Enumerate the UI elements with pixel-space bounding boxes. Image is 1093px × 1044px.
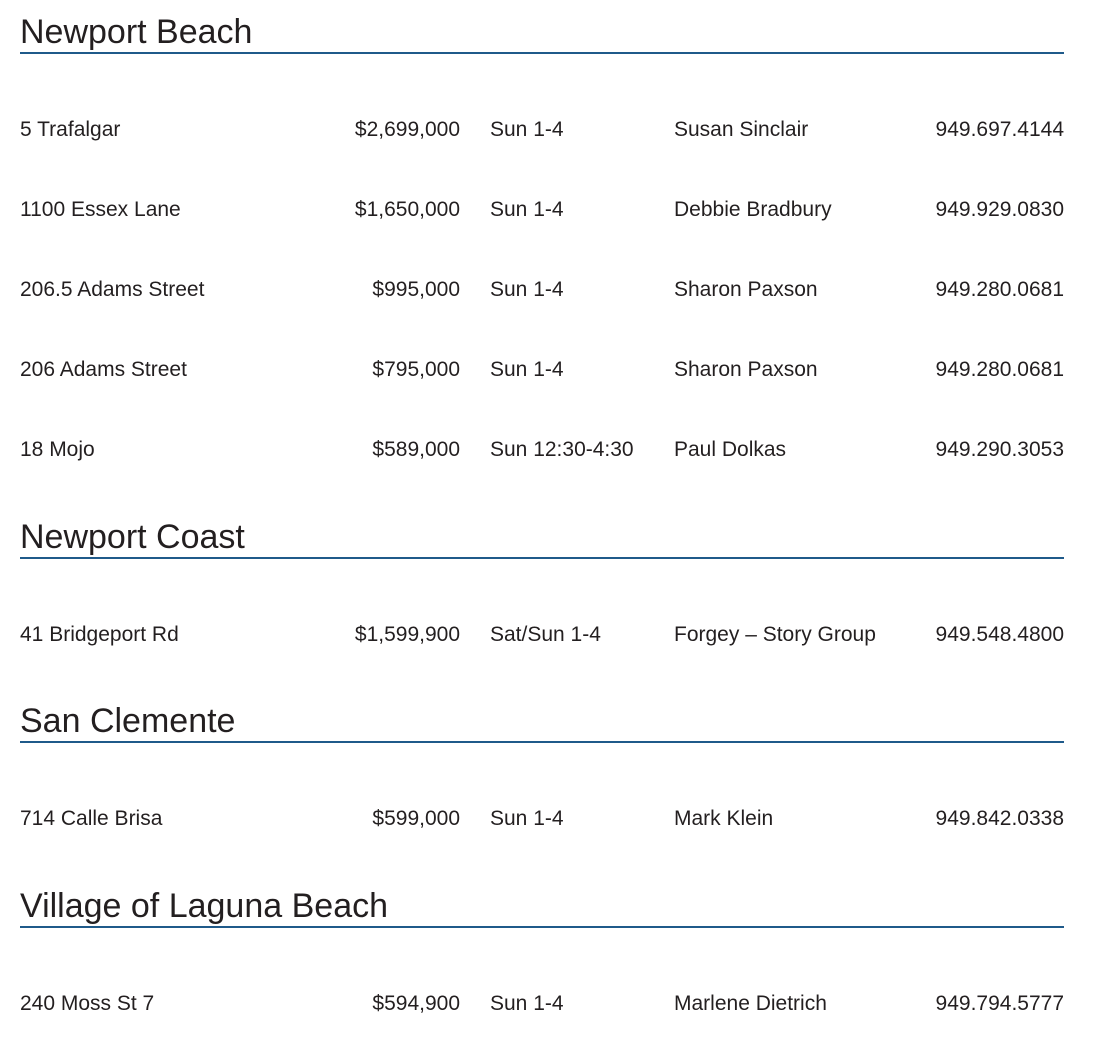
listing-address: 714 Calle Brisa [20, 807, 163, 830]
listing-agent: Susan Sinclair [674, 118, 809, 141]
listing-agent: Sharon Paxson [674, 278, 818, 301]
listing-open-house-time: Sat/Sun 1-4 [490, 623, 601, 646]
listing-price: $1,650,000 [354, 198, 460, 221]
section-title: Newport Beach [20, 13, 253, 51]
listing-price: $589,000 [372, 438, 460, 461]
listing-phone: 949.548.4800 [935, 623, 1064, 646]
listing-phone: 949.290.3053 [935, 438, 1064, 461]
section-divider [20, 52, 1064, 54]
listing-row [20, 804, 1064, 834]
listing-address: 206.5 Adams Street [20, 278, 205, 301]
listing-row [20, 275, 1064, 305]
listing-open-house-time: Sun 1-4 [490, 807, 564, 830]
listing-open-house-time: Sun 12:30-4:30 [490, 438, 634, 461]
section-newport-coast [20, 517, 1064, 559]
listing-address: 41 Bridgeport Rd [20, 623, 179, 646]
listing-address: 1100 Essex Lane [20, 198, 181, 221]
listing-phone: 949.842.0338 [935, 807, 1064, 830]
section-title: Village of Laguna Beach [20, 887, 389, 925]
listing-price: $2,699,000 [354, 118, 460, 141]
listing-agent: Paul Dolkas [674, 438, 787, 461]
section-title: Newport Coast [20, 518, 245, 556]
section-divider [20, 741, 1064, 743]
section-newport-beach [20, 12, 1064, 54]
listing-open-house-time: Sun 1-4 [490, 278, 564, 301]
listing-agent: Mark Klein [674, 807, 774, 830]
listing-address: 18 Mojo [20, 438, 95, 461]
listing-row [20, 435, 1064, 465]
listing-phone: 949.794.5777 [935, 992, 1064, 1015]
listing-open-house-time: Sun 1-4 [490, 118, 564, 141]
listing-row [20, 620, 1064, 650]
listing-agent: Marlene Dietrich [674, 992, 827, 1015]
listing-phone: 949.280.0681 [935, 358, 1064, 381]
listing-open-house-time: Sun 1-4 [490, 198, 564, 221]
listing-price: $599,000 [372, 807, 460, 830]
listing-price: $1,599,900 [354, 623, 460, 646]
section-san-clemente [20, 701, 1064, 743]
listing-row [20, 989, 1064, 1019]
listing-agent: Sharon Paxson [674, 358, 818, 381]
listing-address: 240 Moss St 7 [20, 992, 155, 1015]
listing-row [20, 195, 1064, 225]
listing-open-house-time: Sun 1-4 [490, 992, 564, 1015]
section-title: San Clemente [20, 702, 236, 740]
listing-phone: 949.697.4144 [935, 118, 1064, 141]
listing-phone: 949.929.0830 [935, 198, 1064, 221]
listing-agent: Debbie Bradbury [674, 198, 832, 221]
listing-open-house-time: Sun 1-4 [490, 358, 564, 381]
listing-price: $594,900 [372, 992, 460, 1015]
listing-agent: Forgey – Story Group [674, 623, 876, 646]
section-divider [20, 926, 1064, 928]
listing-price: $795,000 [372, 358, 460, 381]
listing-price: $995,000 [372, 278, 460, 301]
listing-phone: 949.280.0681 [935, 278, 1064, 301]
section-village-of-laguna-beach [20, 886, 1064, 928]
listing-row [20, 355, 1064, 385]
listing-address: 206 Adams Street [20, 358, 187, 381]
listing-row [20, 115, 1064, 145]
listing-address: 5 Trafalgar [20, 118, 121, 141]
section-divider [20, 557, 1064, 559]
